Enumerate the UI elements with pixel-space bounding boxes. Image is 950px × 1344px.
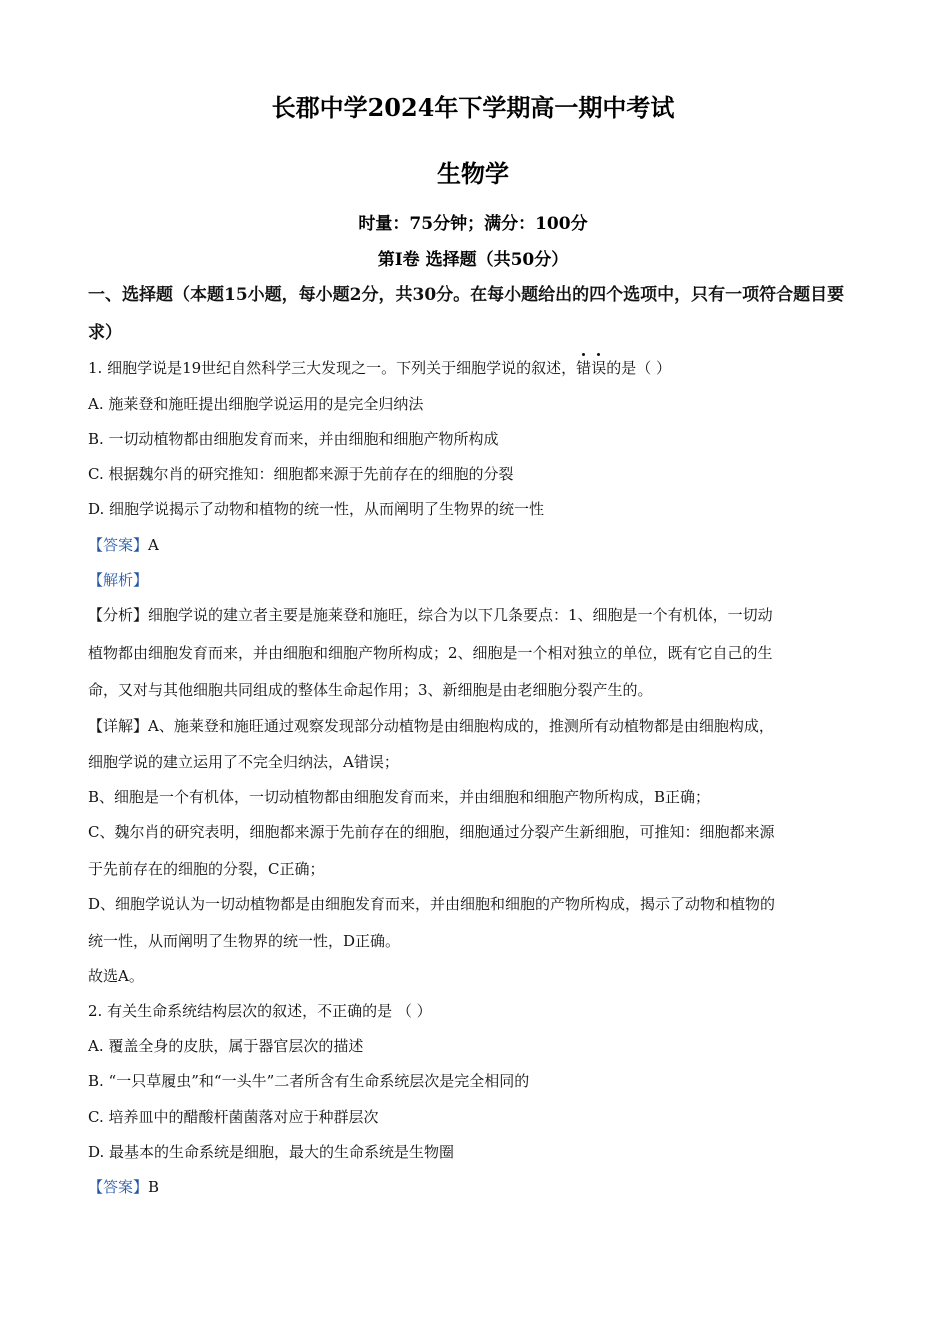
time-score-line: 时量：75分钟；满分：100分 [358, 214, 588, 234]
answer-value: A [148, 536, 159, 554]
answer-value: B [148, 1178, 160, 1196]
fenxi-line: 命，又对与其他细胞共同组成的整体生命起作用；3、新细胞是由老细胞分裂产生的。 [88, 681, 653, 699]
question-1-stem-tail: 的是（ ） [606, 359, 671, 377]
answer-label: 【答案】 [88, 536, 149, 554]
question-1-answer [88, 535, 858, 555]
xiangjie-line [88, 716, 858, 736]
question-1-stem [88, 358, 858, 378]
xiangjie-line: D、细胞学说认为一切动植物都是由细胞发育而来，并由细胞和细胞的产物所构成，揭示了动物和植物的 [88, 895, 776, 913]
xiangjie-line: 统一性，从而阐明了生物界的统一性，D正确。 [88, 932, 401, 950]
section-heading: 一、选择题（本题15小题，每小题2分，共30分。在每小题给出的四个选项中，只有一项符合题目要求） [88, 285, 845, 343]
question-1-option-b: B. 一切动植物都由细胞发育而来，并由细胞和细胞产物所构成 [88, 430, 499, 448]
question-2-option-c: C. 培养皿中的醋酸杆菌菌落对应于种群层次 [88, 1108, 379, 1126]
fenxi-label: 【分析】 [88, 606, 149, 624]
question-2-answer [88, 1177, 858, 1197]
question-1-option-a: A. 施莱登和施旺提出细胞学说运用的是完全归纳法 [88, 395, 424, 413]
fenxi-text: 细胞学说的建立者主要是施莱登和施旺，综合为以下几条要点：1、细胞是一个有机体，一切动 [148, 606, 773, 624]
xiangjie-line: C、魏尔肖的研究表明，细胞都来源于先前存在的细胞，细胞通过分裂产生新细胞，可推知：细胞都来源 [88, 823, 775, 841]
question-1-option-c: C. 根据魏尔肖的研究推知：细胞都来源于先前存在的细胞的分裂 [88, 465, 514, 483]
answer-label: 【答案】 [88, 1178, 149, 1196]
xiangjie-line: 细胞学说的建立运用了不完全归纳法，A错误； [88, 753, 399, 771]
question-2-stem: 2. 有关生命系统结构层次的叙述，不正确的是 （ ） [88, 1002, 432, 1020]
question-2-option-b: B. “一只草履虫”和“一头牛”二者所含有生命系统层次是完全相同的 [88, 1072, 530, 1090]
xiangjie-label: 【详解】 [88, 717, 149, 735]
question-1-option-d: D. 细胞学说揭示了动物和植物的统一性，从而阐明了生物界的统一性 [88, 500, 545, 518]
xiangjie-line: 故选A。 [88, 967, 144, 985]
xiangjie-text: A、施莱登和施旺通过观察发现部分动植物是由细胞构成的，推测所有动植物都是由细胞构成， [148, 717, 774, 735]
emphasis-char: 误 [591, 359, 607, 377]
analysis-label: 【解析】 [88, 571, 149, 589]
exam-title: 长郡中学2024年下学期高一期中考试 [271, 93, 675, 122]
fenxi-line: 植物都由细胞发育而来，并由细胞和细胞产物所构成；2、细胞是一个相对独立的单位，既有它自己的生 [88, 644, 773, 662]
subject-title: 生物学 [437, 159, 509, 188]
fenxi-line [88, 605, 858, 625]
volume-heading: 第Ⅰ卷 选择题（共50分） [377, 250, 569, 270]
emphasis-char: 错 [576, 359, 592, 377]
question-1-stem-text: 1. 细胞学说是19世纪自然科学三大发现之一。下列关于细胞学说的叙述， [88, 359, 577, 377]
xiangjie-line: 于先前存在的细胞的分裂，C正确； [88, 860, 325, 878]
question-2-option-d: D. 最基本的生命系统是细胞，最大的生命系统是生物圈 [88, 1143, 455, 1161]
xiangjie-line: B、细胞是一个有机体，一切动植物都由细胞发育而来，并由细胞和细胞产物所构成，B正确； [88, 788, 711, 806]
question-2-option-a: A. 覆盖全身的皮肤，属于器官层次的描述 [88, 1037, 364, 1055]
